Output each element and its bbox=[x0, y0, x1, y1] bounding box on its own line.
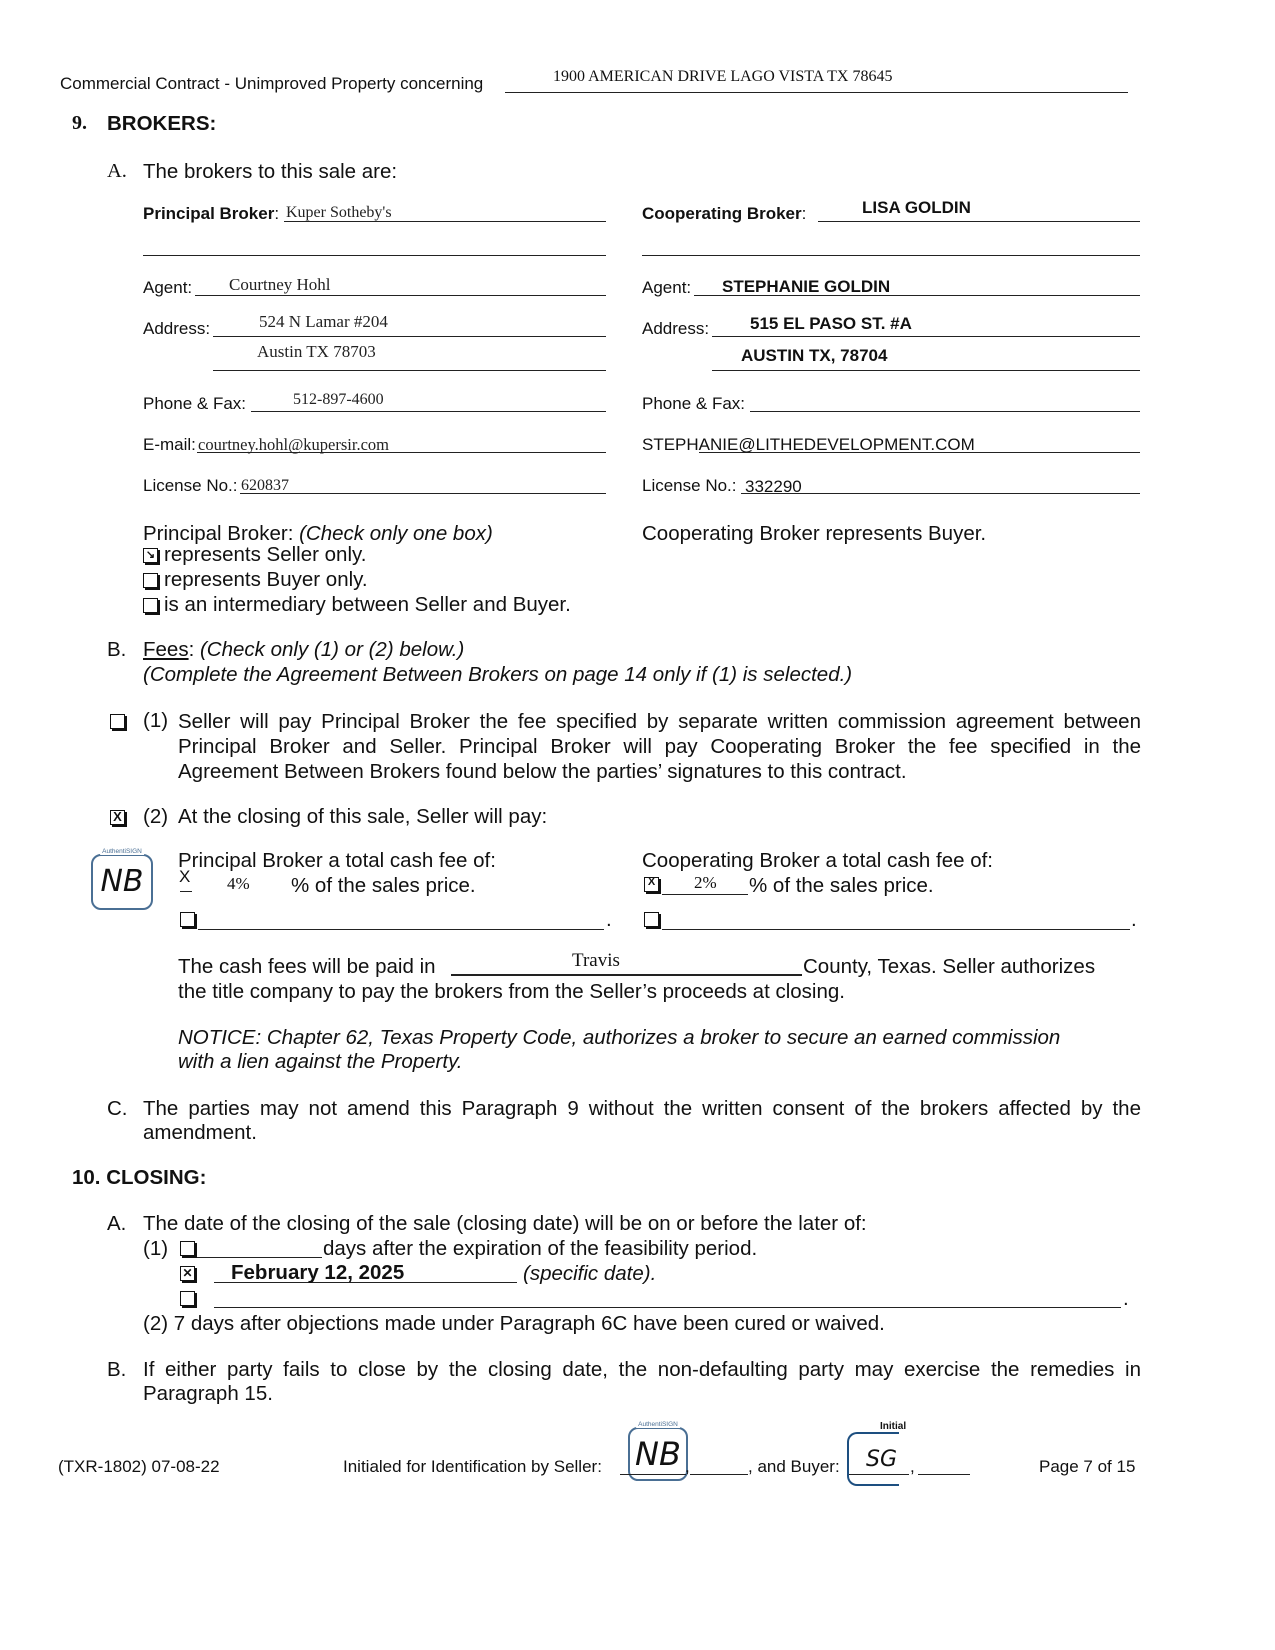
and-buyer-text: , and Buyer: bbox=[748, 1457, 840, 1476]
buyer-initial-line2[interactable] bbox=[918, 1474, 970, 1475]
closing-item1-number: (1) bbox=[143, 1237, 169, 1260]
principal-address-line2-value[interactable]: Austin TX 78703 bbox=[257, 342, 376, 361]
cooperating-address-line2-value[interactable]: AUSTIN TX, 78704 bbox=[741, 346, 888, 365]
principal-address-line1 bbox=[213, 336, 606, 337]
principal-broker-line2 bbox=[143, 255, 606, 256]
represents-buyer-option[interactable] bbox=[143, 568, 368, 592]
principal-license-value[interactable]: 620837 bbox=[241, 477, 289, 494]
section-9-number: 9. bbox=[72, 112, 87, 134]
cooperating-agent-label: Agent: bbox=[642, 278, 692, 297]
intermediary-option[interactable] bbox=[143, 593, 571, 617]
closing-other-period: . bbox=[1123, 1287, 1129, 1310]
form-id: (TXR-1802) 07-08-22 bbox=[58, 1457, 220, 1476]
initialed-text: Initialed for Identification by Seller: bbox=[343, 1457, 602, 1476]
closing-date-suffix: (specific date). bbox=[523, 1262, 657, 1285]
intermediary-checkbox[interactable] bbox=[143, 598, 158, 613]
property-address[interactable]: 1900 AMERICAN DRIVE LAGO VISTA TX 78645 bbox=[553, 68, 893, 85]
fees-hint2: (Complete the Agreement Between Brokers on page 14 only if (1) is selected.) bbox=[143, 663, 853, 686]
section-9b-letter: B. bbox=[107, 638, 127, 661]
cooperating-broker-label: Cooperating Broker: bbox=[642, 204, 807, 223]
principal-address-label: Address: bbox=[143, 319, 211, 338]
cooperating-broker-line2 bbox=[642, 255, 1140, 256]
closing-other-line[interactable] bbox=[214, 1307, 1121, 1308]
buyer-initial-label: Initial bbox=[880, 1421, 907, 1432]
section-10b-line2: Paragraph 15. bbox=[143, 1382, 273, 1405]
cooperating-address-label: Address: bbox=[642, 319, 710, 338]
cooperating-agent-value[interactable]: STEPHANIE GOLDIN bbox=[722, 277, 891, 296]
principal-broker-label: Principal Broker: bbox=[143, 204, 280, 223]
principal-license-label: License No.: bbox=[143, 476, 238, 495]
page-number: Page 7 of 15 bbox=[1039, 1457, 1136, 1476]
county-value[interactable]: Travis bbox=[572, 950, 620, 971]
cooperating-address-line1 bbox=[712, 336, 1140, 337]
seller-initial-line1 bbox=[620, 1474, 686, 1475]
section-9a-letter: A. bbox=[107, 160, 127, 182]
principal-fee-suffix: % of the sales price. bbox=[291, 874, 476, 897]
section-10a-intro: The date of the closing of the sale (closing date) will be on or before the later of: bbox=[143, 1212, 867, 1235]
fee-option2-number: (2) bbox=[143, 805, 169, 828]
cooperating-fee-suffix: % of the sales price. bbox=[749, 874, 934, 897]
property-address-line bbox=[505, 92, 1128, 93]
principal-other-fee-checkbox[interactable] bbox=[180, 912, 195, 927]
principal-phone-label: Phone & Fax: bbox=[143, 394, 247, 413]
principal-agent-line bbox=[195, 295, 606, 296]
cooperating-represents-text: Cooperating Broker represents Buyer. bbox=[642, 522, 987, 545]
represents-seller-checkbox[interactable]: ↘ bbox=[143, 548, 158, 563]
principal-fee-mark[interactable]: X bbox=[179, 867, 191, 886]
cooperating-fee-checkbox[interactable]: X bbox=[644, 877, 659, 892]
seller-initials-stamp-footer[interactable] bbox=[628, 1421, 688, 1481]
cooperating-address-line1-value[interactable]: 515 EL PASO ST. #A bbox=[750, 314, 912, 333]
principal-phone-value[interactable]: 512-897-4600 bbox=[293, 391, 384, 408]
cooperating-other-fee-line[interactable] bbox=[662, 929, 1130, 930]
principal-phone-line bbox=[251, 411, 606, 412]
cooperating-other-fee-period: . bbox=[1131, 908, 1137, 931]
cooperating-broker-value[interactable]: LISA GOLDIN bbox=[862, 198, 971, 217]
cooperating-broker-line bbox=[818, 221, 1140, 222]
principal-address-line2 bbox=[213, 370, 606, 371]
cooperating-fee-percent[interactable]: 2% bbox=[694, 873, 717, 892]
closing-date-value[interactable]: February 12, 2025 bbox=[231, 1261, 405, 1284]
principal-agent-label: Agent: bbox=[143, 278, 193, 297]
represents-buyer-checkbox[interactable] bbox=[143, 573, 158, 588]
principal-fee-mark-line bbox=[180, 891, 192, 892]
cooperating-phone-line[interactable] bbox=[750, 411, 1140, 412]
principal-email-value[interactable]: courtney.hohl@kupersir.com bbox=[198, 435, 389, 454]
fee-option2-checkbox[interactable]: X bbox=[110, 810, 125, 825]
principal-email-label: E-mail: bbox=[143, 435, 196, 454]
closing-item2: (2) 7 days after objections made under Paragraph 6C have been cured or waived. bbox=[143, 1312, 885, 1335]
fee-option1-checkbox[interactable] bbox=[110, 714, 125, 729]
county-line bbox=[451, 974, 802, 976]
notice-line1: NOTICE: Chapter 62, Texas Property Code, authorizes a broker to secure an earned commission bbox=[178, 1026, 1061, 1049]
closing-days-text: days after the expiration of the feasibility period. bbox=[323, 1237, 758, 1260]
closing-days-checkbox[interactable] bbox=[180, 1241, 195, 1256]
section-9c-line1: The parties may not amend this Paragraph 9 without the written consent of the brokers affected by the bbox=[143, 1097, 1141, 1120]
cooperating-license-label: License No.: bbox=[642, 476, 737, 495]
principal-fee-title: Principal Broker a total cash fee of: bbox=[178, 849, 496, 872]
seller-initials-footer: NB bbox=[635, 1435, 681, 1473]
principal-other-fee-period: . bbox=[606, 908, 612, 931]
principal-fee-percent[interactable]: 4% bbox=[227, 874, 250, 893]
intermediary-label: is an intermediary between Seller and Buyer. bbox=[164, 593, 571, 616]
principal-license-line bbox=[240, 493, 606, 494]
cooperating-phone-label: Phone & Fax: bbox=[642, 394, 746, 413]
section-9-title: BROKERS: bbox=[107, 112, 217, 135]
buyer-initials: SG bbox=[866, 1447, 898, 1472]
fee-option1-line3: Agreement Between Brokers found below the parties’ signatures to this contract. bbox=[178, 760, 907, 783]
section-9c-line2: amendment. bbox=[143, 1121, 257, 1144]
closing-other-checkbox[interactable] bbox=[180, 1291, 195, 1306]
closing-date-checkbox[interactable]: ✕ bbox=[180, 1266, 195, 1281]
notice-line2: with a lien against the Property. bbox=[178, 1050, 463, 1073]
principal-address-line1-value[interactable]: 524 N Lamar #204 bbox=[259, 312, 388, 331]
represents-seller-option[interactable] bbox=[143, 543, 366, 567]
fee-option1-number: (1) bbox=[143, 709, 169, 732]
fee-option1-line2: Principal Broker and Seller. Principal Broker will pay Cooperating Broker the fee specified in the bbox=[178, 735, 1141, 758]
section-9a-intro: The brokers to this sale are: bbox=[143, 160, 398, 183]
represents-seller-label: represents Seller only. bbox=[164, 543, 367, 566]
fees-heading: Fees: (Check only (1) or (2) below.) bbox=[143, 638, 465, 661]
county-suffix: County, Texas. Seller authorizes bbox=[803, 955, 1096, 978]
buyer-initial-line1 bbox=[849, 1474, 909, 1475]
section-10a-letter: A. bbox=[107, 1212, 127, 1235]
fee-option1-text bbox=[178, 709, 1141, 784]
seller-initials-stamp-margin bbox=[91, 848, 153, 910]
section-10b-line1: If either party fails to close by the closing date, the non-defaulting party may exercise the remedies in bbox=[143, 1358, 1141, 1381]
section-10-title: 10. CLOSING: bbox=[72, 1166, 207, 1189]
cooperating-email-value[interactable]: STEPHANIE@LITHEDEVELOPMENT.COM bbox=[642, 435, 975, 454]
seller-initial-line2[interactable] bbox=[690, 1474, 748, 1475]
principal-agent-value[interactable]: Courtney Hohl bbox=[229, 275, 331, 294]
seller-initial-comma: , bbox=[685, 1457, 690, 1476]
principal-other-fee-line[interactable] bbox=[198, 929, 604, 930]
fee-option1-line1: Seller will pay Principal Broker the fee specified by separate written commission agreement between bbox=[178, 710, 1141, 733]
cooperating-other-fee-checkbox[interactable] bbox=[644, 912, 659, 927]
cooperating-address-line2 bbox=[712, 370, 1140, 371]
section-10b-letter: B. bbox=[107, 1358, 127, 1381]
section-9c-letter: C. bbox=[107, 1097, 128, 1120]
fee-option2-text: At the closing of this sale, Seller will pay: bbox=[178, 805, 548, 828]
seller-initials: NB bbox=[100, 864, 144, 899]
header-prefix: Commercial Contract - Unimproved Property concerning bbox=[60, 74, 484, 93]
cooperating-license-value[interactable]: 332290 bbox=[745, 477, 802, 496]
buyer-initial-comma: , bbox=[910, 1457, 915, 1476]
county-line2-text: the title company to pay the brokers from the Seller’s proceeds at closing. bbox=[178, 980, 845, 1003]
authentisign-label: AuthentiSIGN bbox=[102, 848, 142, 855]
principal-broker-value[interactable]: Kuper Sotheby's bbox=[286, 204, 392, 221]
county-prefix: The cash fees will be paid in bbox=[178, 955, 436, 978]
represents-buyer-label: represents Buyer only. bbox=[164, 568, 368, 591]
principal-represents-title: Principal Broker: (Check only one box) bbox=[143, 522, 493, 545]
cooperating-fee-line bbox=[662, 894, 748, 895]
authentisign-label-footer: AuthentiSIGN bbox=[638, 1421, 678, 1428]
closing-days-line[interactable] bbox=[197, 1257, 322, 1258]
cooperating-fee-title: Cooperating Broker a total cash fee of: bbox=[642, 849, 993, 872]
